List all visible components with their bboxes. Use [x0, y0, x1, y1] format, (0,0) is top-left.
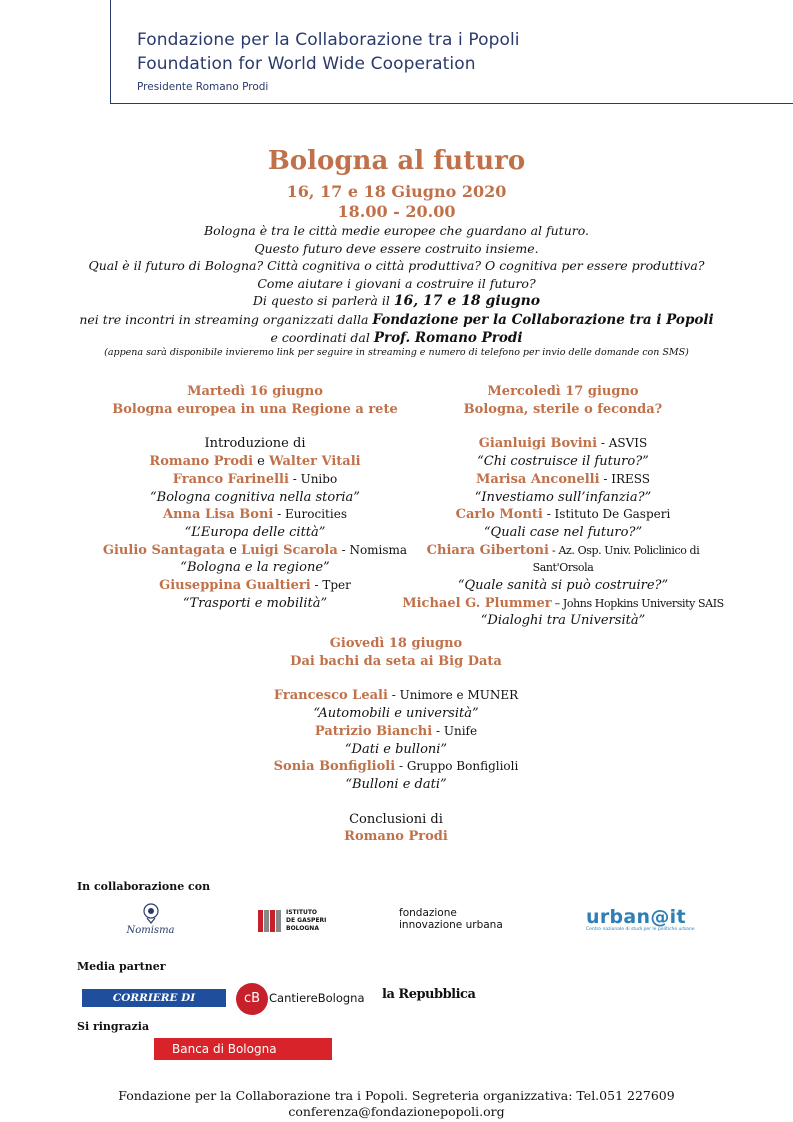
day1-talk-5: “Trasporti e mobilità”: [182, 595, 328, 611]
day2-topic: Bologna, sterile o feconda?: [463, 401, 663, 417]
day2-talk-4: “Quale sanità si può costruire?”: [457, 578, 669, 594]
day1-talk-3: “L’Europa delle città”: [184, 524, 326, 540]
event-dates: 16, 17 e 18 Giugno 2020: [286, 182, 507, 201]
nomisma-emblem-icon: [141, 902, 161, 924]
footer-email[interactable]: conferenza@fondazionepopoli.org: [288, 1104, 505, 1119]
footer-line-1: Fondazione per la Collaborazione tra i Popoli. Segreteria organizzativa: Tel.051 227609: [118, 1088, 675, 1103]
day3-talk-1: “Automobili e università”: [313, 706, 479, 722]
degasperi-emblem-icon: [258, 908, 282, 934]
day3-block: [196, 635, 596, 846]
urbanit-wordmark: urban@it: [586, 906, 686, 928]
intro-text: [0, 222, 793, 348]
day3-speaker-3: Sonia Bonfiglioli - Gruppo Bonfiglioli: [273, 759, 519, 775]
day3-speaker-1: Francesco Leali - Unimore e MUNER: [273, 688, 519, 704]
event-time: 18.00 - 20.00: [337, 202, 456, 221]
day3-topic: Dai bachi da seta ai Big Data: [290, 653, 502, 669]
intro-line-5: Di questo si parlerà il 16, 17 e 18 giugno: [252, 293, 541, 309]
day1-speaker-4: Giulio Santagata e Luigi Scarola - Nomisma: [102, 542, 408, 558]
day2-speaker-5: Michael G. Plummer – Johns Hopkins University SAIS: [402, 595, 724, 611]
intro-line-3: Qual è il futuro di Bologna? Città cognitiva o città produttiva? O cognitiva per essere produttiva?: [88, 258, 705, 273]
intro-line-6: nei tre incontri in streaming organizzati dalla Fondazione per la Collaborazione tra i Popoli: [79, 311, 714, 328]
day1-speaker-2: Franco Farinelli - Unibo: [172, 471, 338, 487]
day2-talk-3: “Quali case nel futuro?”: [483, 524, 643, 540]
header-vertical-rule: [110, 0, 111, 104]
intro-line-7: e coordinati dal Prof. Romano Prodi: [270, 330, 523, 346]
day2-talk-2: “Investiamo sull’infanzia?”: [474, 489, 652, 505]
day3-speaker-2: Patrizio Bianchi - Unife: [314, 723, 478, 739]
degasperi-wordmark: ISTITUTO DE GASPERI BOLOGNA: [286, 909, 327, 932]
day1-speaker-5: Giuseppina Gualtieri - Tper: [159, 578, 351, 594]
president-line: Presidente Romano Prodi: [137, 81, 269, 93]
fiu-line-1: fondazione: [399, 907, 457, 919]
footer: [0, 1088, 793, 1120]
org-name-italian: Fondazione per la Collaborazione tra i Popoli: [137, 30, 520, 50]
header-horizontal-rule: [110, 103, 793, 104]
corriere-logo: CORRIERE DI BOLOGNA: [82, 989, 226, 1007]
day1-block: [60, 383, 450, 612]
day2-date: Mercoledì 17 giugno: [487, 384, 639, 399]
day1-speaker-3: Anna Lisa Boni - Eurocities: [163, 507, 347, 523]
day3-talk-2: “Dati e bulloni”: [344, 741, 448, 757]
urbanit-tagline: Centro nazionale di studi per le politiche urbane: [586, 927, 695, 932]
thanks-label: Si ringrazia: [77, 1020, 150, 1033]
intro-line-4: Come aiutare i giovani a costruire il futuro?: [257, 275, 536, 291]
day1-talk-2: “Bologna cognitiva nella storia”: [150, 489, 360, 505]
intro-line-2: Questo futuro deve essere costruito insieme.: [254, 240, 539, 256]
conclusions-label: Conclusioni di: [349, 811, 443, 827]
day3-date: Giovedì 18 giugno: [329, 636, 463, 651]
urbanit-logo: [586, 906, 694, 932]
nomisma-wordmark: Nomisma: [126, 925, 175, 936]
conclusions-speaker: Romano Prodi: [344, 829, 448, 845]
event-title: Bologna al futuro: [267, 146, 526, 176]
fiu-line-2: innovazione urbana: [399, 919, 503, 931]
day1-speaker-1: Romano Prodi e Walter Vitali: [149, 454, 361, 470]
day2-talk-1: “Chi costruisce il futuro?”: [477, 454, 649, 470]
day1-intro-label: Introduzione di: [204, 436, 306, 452]
fiu-logo: [399, 907, 503, 931]
day2-speaker-2: Marisa Anconelli - IRESS: [476, 471, 650, 487]
banca-di-bologna-logo: Banca di Bologna: [154, 1038, 332, 1060]
collab-label: In collaborazione con: [77, 880, 211, 893]
day2-talk-5: “Dialoghi tra Università”: [480, 613, 646, 629]
day1-talk-4: “Bologna e la regione”: [180, 560, 330, 576]
day2-speaker-1: Gianluigi Bovini - ASVIS: [478, 436, 648, 452]
day3-talk-3: “Bulloni e dati”: [345, 776, 447, 792]
day2-speaker-3: Carlo Monti - Istituto De Gasperi: [455, 507, 671, 523]
media-label: Media partner: [77, 960, 166, 973]
nomisma-logo: [113, 902, 188, 942]
intro-line-1: Bologna è tra le città medie europee che guardano al futuro.: [203, 223, 590, 238]
day2-block: [395, 383, 731, 630]
org-name-english: Foundation for World Wide Cooperation: [137, 54, 476, 74]
cantiere-wordmark: CantiereBologna: [269, 991, 365, 1005]
repubblica-logo: la Repubblica: [382, 987, 476, 1002]
day2-speaker-4: Chiara Gibertoni - Az. Osp. Univ. Policlinico di Sant'Orsola: [426, 542, 700, 575]
cantiere-mark-icon: cB: [236, 983, 268, 1015]
day1-date: Martedì 16 giugno: [187, 384, 323, 399]
streaming-note: (appena sarà disponibile invieremo link per seguire in streaming e numero di telefono per invio delle domande con SMS): [104, 347, 689, 358]
day1-topic: Bologna europea in una Regione a rete: [112, 401, 398, 417]
